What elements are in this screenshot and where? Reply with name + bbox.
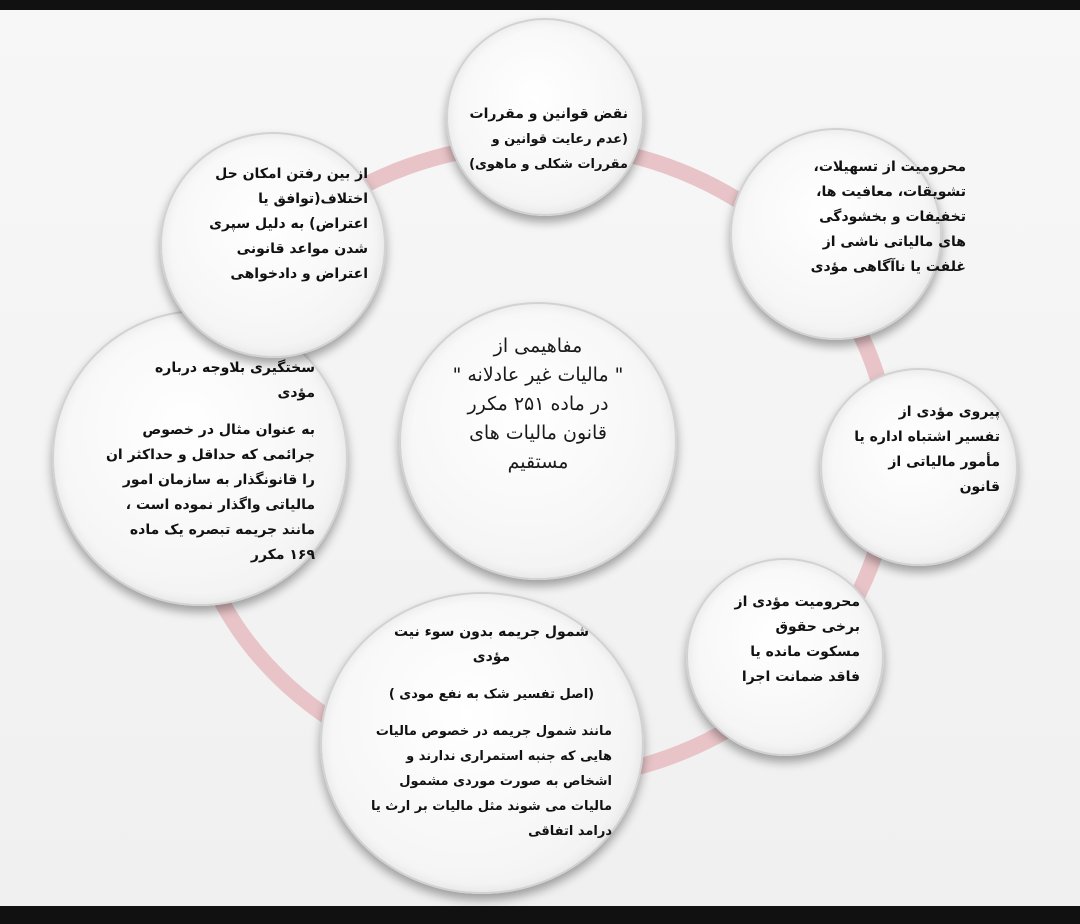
node-left-text <box>106 356 315 568</box>
spacer <box>106 406 315 418</box>
node-line: اشخاص به صورت موردی مشمول <box>399 774 612 789</box>
node-line: (اصل تفسیر شک به نفع مودی ) <box>388 687 595 702</box>
center-line: مفاهیمی از <box>493 335 583 357</box>
node-line: هایی که جنبه استمراری ندارند و <box>406 749 612 764</box>
center-line: " مالیات غیر عادلانه " <box>452 364 624 386</box>
node-line: های مالیاتی ناشی از <box>822 234 966 250</box>
bottom-black-bar <box>0 906 1080 924</box>
node-top-left-text <box>209 162 368 287</box>
diagram-canvas <box>0 10 1080 906</box>
node-line: جرائمی که حداقل و حداکثر ان <box>105 447 315 463</box>
node-line: مانند شمول جریمه در خصوص مالیات <box>375 724 612 739</box>
node-line: اعتراض) به دلیل سپری <box>209 216 368 232</box>
node-line: (عدم رعایت قوانین و <box>491 132 628 147</box>
node-bottom-right-text <box>735 590 860 690</box>
node-line: مالیاتی واگذار نموده است ، <box>125 497 315 513</box>
top-black-bar <box>0 0 1080 10</box>
center-line: در ماده ۲۵۱ مکرر <box>467 393 609 415</box>
node-line: شدن مواعد قانونی <box>236 241 368 257</box>
center-text <box>399 332 677 477</box>
node-line: مقررات شکلی و ماهوی) <box>469 157 628 172</box>
node-line: مؤدی <box>277 385 315 401</box>
node-line: مالیات می شوند مثل مالیات بر ارث یا <box>370 799 612 814</box>
spacer <box>371 670 612 682</box>
node-line: شمول جریمه بدون سوء نیت <box>393 624 589 640</box>
node-line: مانند جریمه تبصره یک ماده <box>129 522 315 538</box>
node-line: را قانونگذار به سازمان امور <box>122 472 315 488</box>
node-top-right-text <box>811 155 966 280</box>
node-line: مأمور مالیاتی از <box>888 454 1000 470</box>
spacer <box>371 707 612 719</box>
node-line: پیروی مؤدی از <box>898 404 1000 420</box>
node-line: فاقد ضمانت اجرا <box>741 669 860 685</box>
node-line: سختگیری بلاوجه درباره <box>155 360 315 376</box>
node-bottom-text <box>371 620 612 844</box>
node-line: غلفت یا ناآگاهی مؤدی <box>810 259 966 275</box>
node-line: تفسیر اشتباه اداره یا <box>854 429 1000 445</box>
node-top-text <box>469 102 628 177</box>
node-line: مسکوت مانده یا <box>750 644 860 660</box>
node-line: محرومیت از تسهیلات، <box>813 159 966 175</box>
node-line: محرومیت مؤدی از <box>734 594 860 610</box>
center-line: مستقیم <box>507 451 569 473</box>
node-line: از بین رفتن امکان حل <box>215 166 368 182</box>
node-line: اختلاف(توافق یا <box>258 191 368 207</box>
node-line: مؤدی <box>472 649 511 665</box>
node-line: به عنوان مثال در خصوص <box>142 422 315 438</box>
node-line: قانون <box>959 479 1000 495</box>
node-line: اعتراض و دادخواهی <box>230 266 368 282</box>
node-line: تخفیفات و بخشودگی <box>819 209 966 225</box>
node-line: نقض قوانین و مقررات <box>469 106 628 122</box>
node-line: درامد اتفاقی <box>528 824 612 839</box>
node-right-text <box>854 400 1000 500</box>
node-line: ۱۶۹ مکرر <box>250 547 315 563</box>
node-line: تشویقات، معافیت ها، <box>816 184 966 200</box>
node-line: برخی حقوق <box>775 619 860 635</box>
center-line: قانون مالیات های <box>469 422 607 444</box>
